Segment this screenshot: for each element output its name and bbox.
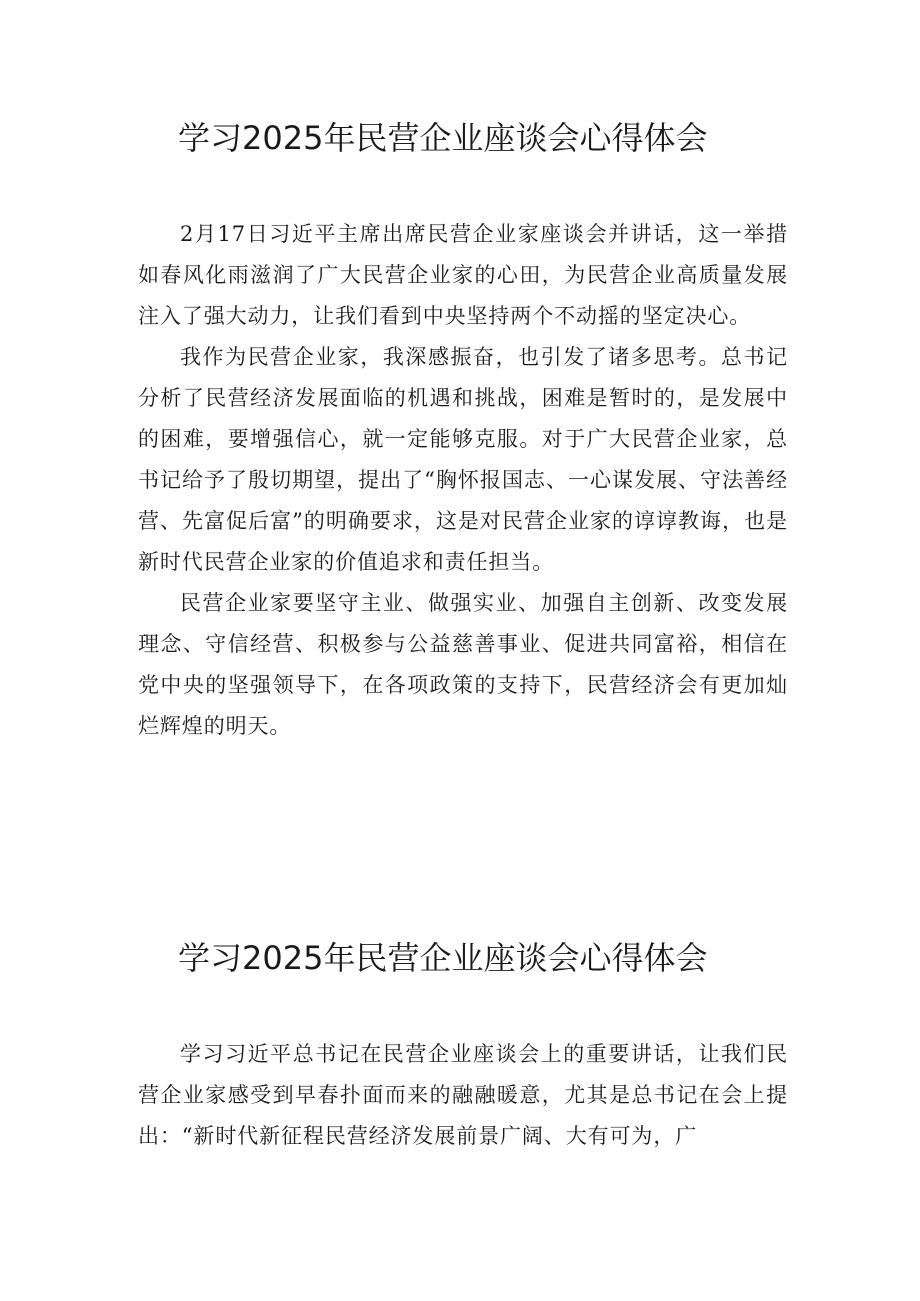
article-title: 学习2025年民营企业座谈会心得体会 xyxy=(178,939,708,977)
paragraph: 我作为民营企业家，我深感振奋，也引发了诸多思考。总书记分析了民营经济发展面临的机遇和挑战，困难是暂时的，是发展中的困难，要增强信心，就一定能够克服。对于广大民营企业家，总书记给予了殷切期望，提出了“胸怀报国志、一心谋发展、守法善经营、先富促后富”的明确要求，这是对民营企业家的谆谆教诲，也是新时代民营企业家的价值追求和责任担当。 xyxy=(138,345,788,574)
paragraph: 民营企业家要坚守主业、做强实业、加强自主创新、改变发展理念、守信经营、积极参与公益慈善事业、促进共同富裕，相信在党中央的坚强领导下，在各项政策的支持下，民营经济会有更加灿烂辉煌的明天。 xyxy=(138,591,788,738)
article-1 xyxy=(138,112,788,747)
paragraph: 学习习近平总书记在民营企业座谈会上的重要讲话，让我们民营企业家感受到早春扑面而来的融融暖意，尤其是总书记在会上提出：“新时代新征程民营经济发展前景广阔、大有可为，广 xyxy=(138,1042,788,1148)
paragraph: 2月17日习近平主席出席民营企业家座谈会并讲话，这一举措如春风化雨滋润了广大民营企业家的心田，为民营企业高质量发展注入了强大动力，让我们看到中央坚持两个不动摇的坚定决心。 xyxy=(138,222,788,328)
article-body xyxy=(138,1034,788,1157)
article-body xyxy=(138,214,788,747)
article-2 xyxy=(138,932,788,1157)
article-title: 学习2025年民营企业座谈会心得体会 xyxy=(178,119,708,157)
